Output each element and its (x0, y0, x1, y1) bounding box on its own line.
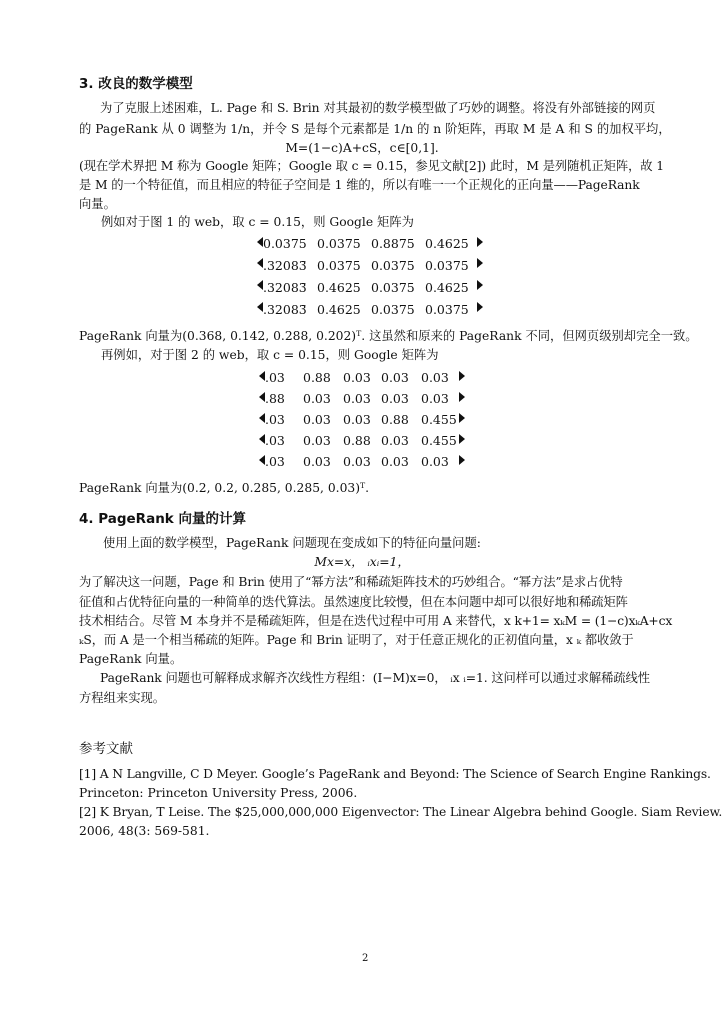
paragraph-line: 使用上面的数学模型，PageRank 问题现在变成如下的特征向量问题: (103, 536, 481, 550)
matrix-cell: 0.03 (343, 412, 371, 427)
section-3-heading: 3. 改良的数学模型 (79, 76, 193, 92)
matrix-cell: 0.0375 (425, 258, 469, 273)
example-2-intro: 再例如，对于图 2 的 web，取 c = 0.15，则 Google 矩阵为 (101, 348, 439, 362)
matrix-cell: .03 (265, 412, 285, 427)
matrix-cell: 0.03 (343, 370, 371, 385)
matrix-cell: 0.0375 (371, 302, 415, 317)
google-matrix-2 (257, 370, 469, 476)
matrix-cell: 0.03 (303, 454, 331, 469)
reference-2: [2] K Bryan, T Leise. The $25,000,000,000 Eigenvector: The Linear Algebra behind Google. Siam Review. (79, 805, 723, 819)
formula-google-matrix: M=(1−c)A+cS，c∈[0,1]. (285, 141, 439, 155)
matrix-cell: 0.03 (343, 454, 371, 469)
reference-2-cont: 2006, 48(3: 569-581. (79, 824, 210, 838)
matrix-cell: 0.03 (421, 391, 449, 406)
paragraph-line: (现在学术界把 M 称为 Google 矩阵；Google 取 c = 0.15，参见文献[2]) 此时，M 是列随机正矩阵，故 1 (79, 159, 665, 173)
matrix-cell: 0.88 (343, 433, 371, 448)
matrix-cell: 0.455 (421, 412, 457, 427)
matrix-cell: 0.0375 (317, 236, 361, 251)
matrix-cell: .32083̄ (263, 258, 307, 273)
matrix-cell: 0.4625 (425, 236, 469, 251)
matrix-cell: 0.0375 (371, 258, 415, 273)
reference-1-cont: Princeton: Princeton University Press, 2006. (79, 786, 358, 800)
matrix-cell: 0.03 (303, 433, 331, 448)
matrix-cell: 0.03 (381, 454, 409, 469)
matrix-cell: 0.88 (381, 412, 409, 427)
matrix-cell: 0.03 (303, 391, 331, 406)
matrix-cell: .03 (265, 370, 285, 385)
matrix-cell: 0.03 (421, 454, 449, 469)
google-matrix-1 (255, 236, 485, 328)
matrix-cell: .32083̄ (263, 302, 307, 317)
matrix-bracket-glyphs (255, 236, 485, 328)
matrix-cell: .32083̄ (263, 280, 307, 295)
paragraph-line: PageRank 向量。 (79, 652, 183, 666)
paragraph-line: 方程组来实现。 (79, 691, 166, 705)
paragraph-line: 技术相结合。尽管 M 本身并不是稀疏矩阵，但是在迭代过程中可用 A 来替代，x k+1= xₖM = (1−c)xₖA+cx (79, 614, 673, 628)
matrix-cell: .03 (265, 433, 285, 448)
eigenvector-equation: Mx=x， ᵢxᵢ=1， (314, 555, 410, 569)
matrix-cell: 0.4625 (317, 302, 361, 317)
paragraph-line: 是 M 的一个特征值，而且相应的特征子空间是 1 维的，所以有唯一一个正规化的正向量——PageRank (79, 178, 640, 192)
paragraph-line: 为了克服上述困难，L. Page 和 S. Brin 对其最初的数学模型做了巧妙的调整。将没有外部链接的网页 (100, 101, 656, 115)
paragraph-line: PageRank 问题也可解释成求解齐次线性方程组：(I−M)x=0， ᵢx ᵢ=1. 这问样可以通过求解稀疏线性 (100, 671, 650, 685)
example-2-result: PageRank 向量为(0.2, 0.2, 0.285, 0.285, 0.03)ᵀ. (79, 481, 370, 495)
matrix-cell: .03 (265, 454, 285, 469)
example-1-intro: 例如对于图 1 的 web，取 c = 0.15，则 Google 矩阵为 (101, 215, 414, 229)
matrix-cell: 0.03 (381, 391, 409, 406)
matrix-cell: 0.88 (303, 370, 331, 385)
matrix-cell: 0.0375 (425, 302, 469, 317)
matrix-cell: 0.0375 (371, 280, 415, 295)
matrix-cell: 0.4625 (425, 280, 469, 295)
page-number: 2 (362, 953, 369, 964)
matrix-cell: 0.03 (421, 370, 449, 385)
reference-1: [1] A N Langville, C D Meyer. Google’s PageRank and Beyond: The Science of Search Engine Rankings. (79, 767, 711, 781)
section-4-heading: 4. PageRank 向量的计算 (79, 511, 246, 527)
paragraph-line: 征值和占优特征向量的一种简单的迭代算法。虽然速度比较慢，但在本问题中却可以很好地和稀疏矩阵 (79, 595, 628, 609)
matrix-cell: 0.03 (303, 412, 331, 427)
paragraph-line: 向量。 (79, 197, 116, 211)
matrix-cell: 0.4625 (317, 280, 361, 295)
matrix-cell: 0.03 (381, 433, 409, 448)
paragraph-line: 的 PageRank 从 0 调整为 1/n，并令 S 是每个元素都是 1/n 的 n 阶矩阵，再取 M 是 A 和 S 的加权平均， (79, 122, 671, 136)
references-heading: 参考文献 (79, 741, 133, 757)
matrix-cell: 0.455 (421, 433, 457, 448)
matrix-cell: 0.0375 (263, 236, 307, 251)
matrix-bracket-glyphs (257, 370, 469, 476)
matrix-cell: 0.0375 (317, 258, 361, 273)
matrix-cell: 0.8875 (371, 236, 415, 251)
example-1-result: PageRank 向量为(0.368, 0.142, 0.288, 0.202)ᵀ. 这虽然和原来的 PageRank 不同，但网页级别却完全一致。 (79, 329, 698, 343)
paragraph-line: ₖS，而 A 是一个相当稀疏的矩阵。Page 和 Brin 证明了，对于任意正规化的正初值向量，x ₖ 都收敛于 (79, 633, 634, 647)
paragraph-line: 为了解决这一问题，Page 和 Brin 使用了“幂方法”和稀疏矩阵技术的巧妙组合。“幂方法”是求占优特 (79, 575, 623, 589)
matrix-cell: 0.03 (381, 370, 409, 385)
matrix-cell: .88 (265, 391, 285, 406)
matrix-cell: 0.03 (343, 391, 371, 406)
